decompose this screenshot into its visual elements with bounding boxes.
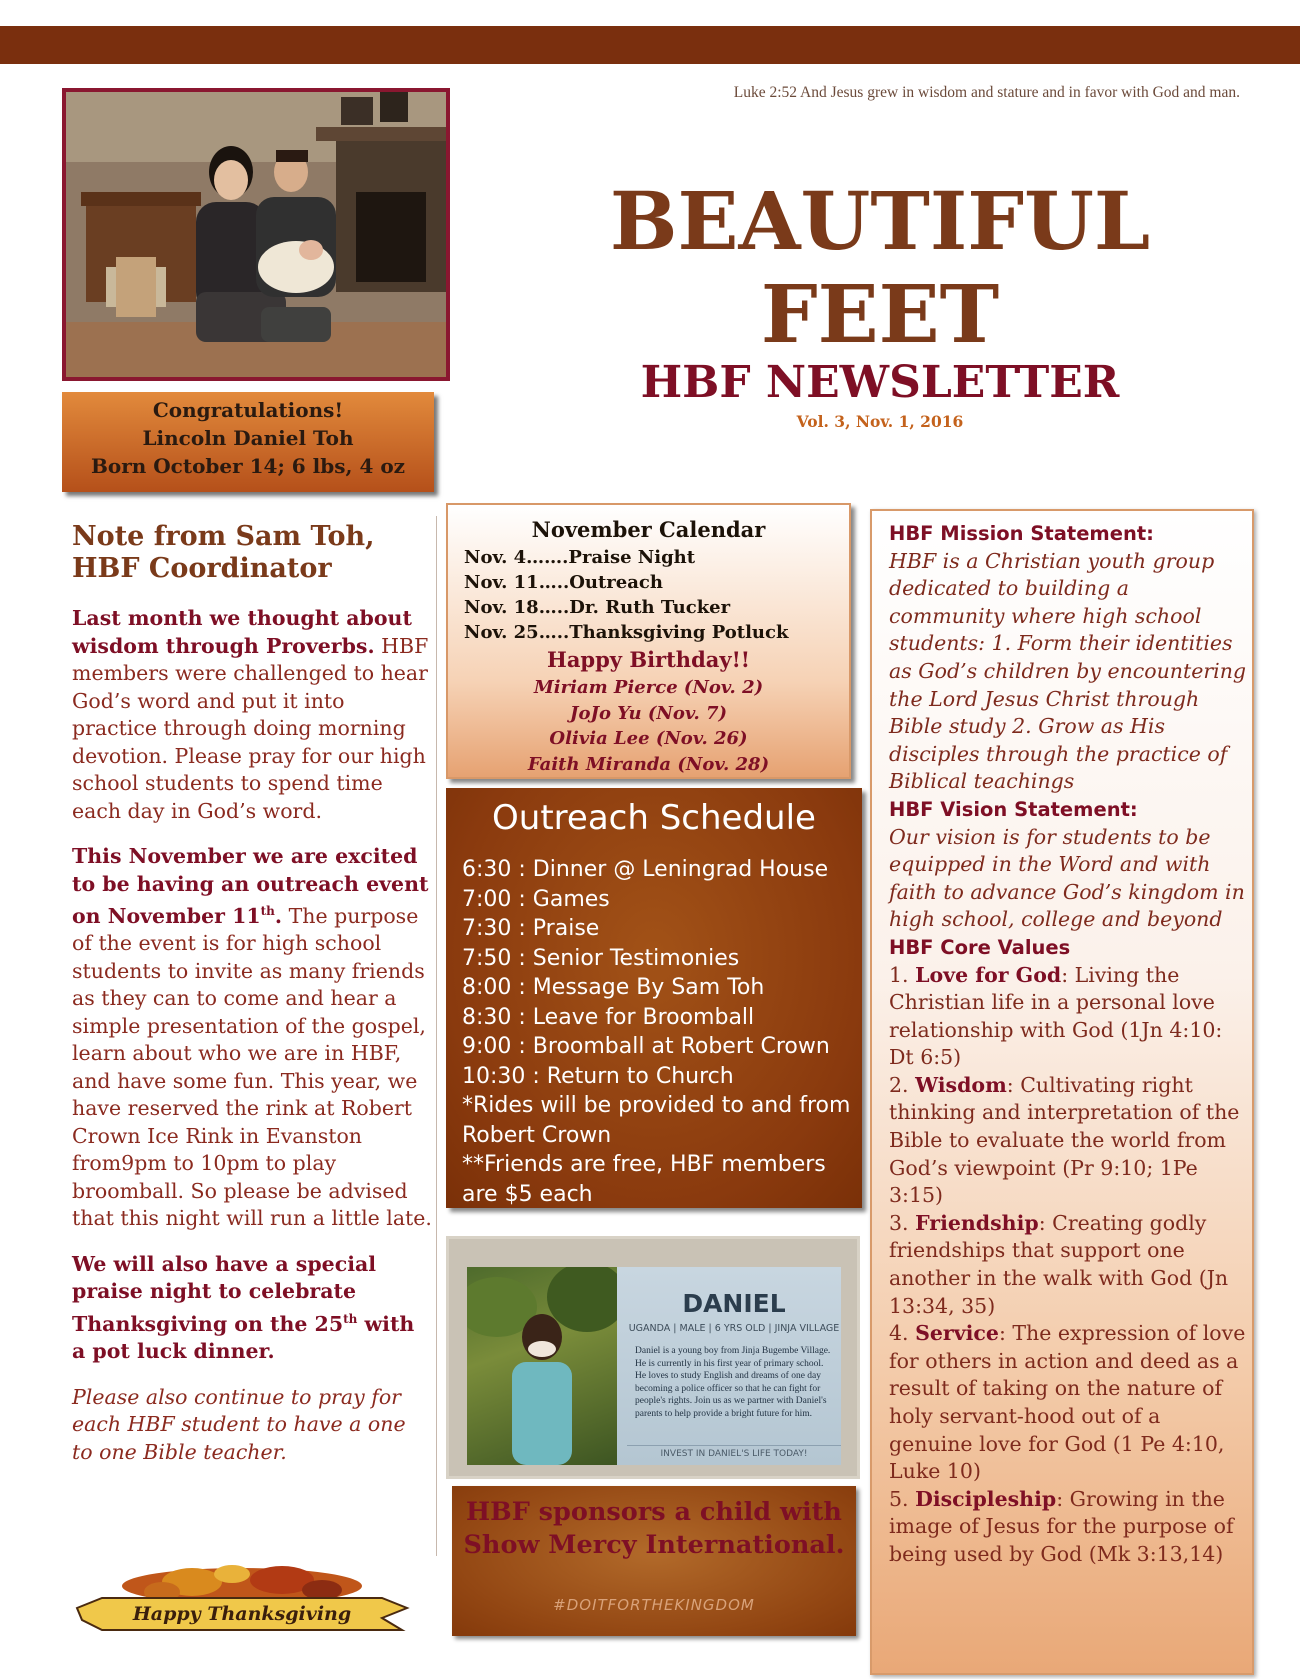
- masthead-title-line2: FEET: [760, 267, 1000, 361]
- core-value-text: : Cultivating right thinking and interpretation of the Bible to evaluate the world from God’s viewpoint (Pr 9:10; 1Pe 3:15): [889, 1072, 1240, 1208]
- birthday-item: JoJo Yu (Nov. 7): [569, 702, 728, 724]
- note-p3-bold-a: We will also have a special praise night to celebrate Thanksgiving on the 25: [72, 1251, 377, 1336]
- calendar-title: November Calendar: [531, 517, 766, 542]
- sponsor-text: HBF sponsors a child with Show Mercy International.: [463, 1497, 845, 1560]
- core-value-number: 4.: [889, 1321, 916, 1346]
- note-p2-bold-a: This November we are excited to be having an outreach event on November 11: [72, 844, 429, 928]
- core-value-text: : Growing in the image of Jesus for the purpose of being used by God (Mk 3:13,14): [889, 1486, 1234, 1566]
- masthead-title-line1: BEAUTIFUL: [609, 174, 1151, 268]
- congratulations-box: [62, 392, 434, 492]
- core-value-name: Discipleship: [915, 1486, 1057, 1511]
- core-value-text: : Creating godly friendships that support one another in the walk with God (Jn 13:34, 35): [889, 1210, 1229, 1318]
- core-value-text: : The expression of love for others in action and deed as a result of taking on the nature of holy servant-hood out of a genuine love for God (1 Pe 4:10, Luke 10): [889, 1321, 1246, 1484]
- birthday-title: Happy Birthday!!: [546, 647, 751, 672]
- birthday-list: [448, 675, 849, 777]
- outreach-list: [462, 855, 862, 1209]
- calendar-event: Nov. 11…..Outreach: [464, 572, 663, 593]
- family-photo-illustration: [66, 92, 446, 377]
- note-p2-bold-b: .: [274, 903, 283, 928]
- congrats-line1: Congratulations!: [152, 398, 344, 422]
- schedule-item: 7:00 : Games: [462, 886, 610, 912]
- core-value-number: 5.: [889, 1486, 916, 1511]
- calendar-events: [464, 545, 788, 645]
- child-photo: [467, 1267, 617, 1465]
- volume-date: Vol. 3, Nov. 1, 2016: [796, 412, 964, 431]
- scripture-verse: Luke 2:52 And Jesus grew in wisdom and stature and in favor with God and man.: [733, 84, 1240, 101]
- sponsor-hashtag: #DOITFORTHEKINGDOM: [553, 1596, 755, 1614]
- thanksgiving-banner: [72, 1564, 412, 1636]
- congrats-line3: Born October 14; 6 lbs, 4 oz: [90, 454, 406, 478]
- core-value-name: Love for God: [915, 962, 1062, 987]
- calendar-event: Nov. 18…..Dr. Ruth Tucker: [464, 597, 731, 618]
- column-divider: [436, 516, 437, 1556]
- note-heading: Note from Sam Toh, HBF Coordinator: [72, 521, 375, 584]
- outreach-title: Outreach Schedule: [492, 798, 816, 838]
- coordinator-note: [72, 521, 432, 1484]
- thanksgiving-banner-text: Happy Thanksgiving: [132, 1603, 352, 1625]
- november-calendar: [446, 503, 851, 779]
- schedule-item: 9:00 : Broomball at Robert Crown: [462, 1034, 830, 1059]
- schedule-item: 8:00 : Message By Sam Toh: [462, 975, 765, 1000]
- schedule-item: 7:50 : Senior Testimonies: [462, 945, 740, 971]
- core-value-number: 1.: [889, 962, 916, 987]
- note-p2-text: The purpose of the event is for high school students to invite as many friends as they can to come and hear a simple presentation of the gospel, learn about who we are in HBF, and have some fun. This year, we have reserved the rink at Robert Crown Ice Rink in Evanston from9pm to 10pm to play broomball. So please be advised that this night will run a little late.: [72, 903, 432, 1231]
- core-value-item: [889, 962, 1249, 1072]
- note-paragraph-1: [72, 605, 432, 825]
- core-value-number: 2.: [889, 1072, 916, 1097]
- note-p1-bold: Last month we thought about wisdom through Proverbs.: [72, 606, 412, 658]
- outreach-schedule: [446, 788, 862, 1208]
- child-name: DANIEL: [682, 1289, 786, 1318]
- mission-text: HBF is a Christian youth group dedicated to building a community where high school students: 1. Form their identities as God’s children by encountering the Lord Jesus Christ through Bible study 2. Grow as His disciples through the practice of Biblical teachings: [889, 548, 1247, 794]
- child-invest-line: INVEST IN DANIEL'S LIFE TODAY!: [627, 1445, 841, 1459]
- mission-content: [889, 520, 1249, 1569]
- core-value-item: [889, 1320, 1249, 1486]
- schedule-item: 6:30 : Dinner @ Leningrad House: [462, 857, 829, 882]
- note-paragraph-2: [72, 843, 432, 1233]
- core-value-name: Service: [915, 1321, 999, 1346]
- vision-heading: HBF Vision Statement:: [889, 797, 1138, 821]
- core-value-item: [889, 1486, 1249, 1569]
- congrats-line2: Lincoln Daniel Toh: [142, 426, 354, 450]
- note-paragraph-3: [72, 1251, 432, 1366]
- note-p3-bold-b: with a pot luck dinner.: [72, 1311, 415, 1364]
- schedule-item: 7:30 : Praise: [462, 916, 600, 941]
- core-value-name: Friendship: [915, 1210, 1039, 1235]
- note-p1-text: HBF members were challenged to hear God’s word and put it into practice through doing morning devotion. Please pray for our high school students to spend time each day in God’s word.: [72, 633, 429, 823]
- child-photo-illustration: [467, 1267, 617, 1465]
- core-value-item: [889, 1072, 1249, 1210]
- sponsored-child-card: [446, 1236, 860, 1479]
- calendar-event: Nov. 4…….Praise Night: [464, 547, 696, 568]
- core-values-heading: HBF Core Values: [889, 935, 1071, 959]
- schedule-note: *Rides will be provided to and from Robert Crown: [462, 1093, 851, 1148]
- family-photo: [62, 88, 450, 381]
- thanksgiving-leaves-icon: [72, 1564, 412, 1636]
- core-value-number: 3.: [889, 1210, 916, 1235]
- calendar-event: Nov. 25…..Thanksgiving Potluck: [464, 622, 789, 643]
- newsletter-subtitle: HBF NEWSLETTER: [640, 357, 1120, 408]
- birthday-item: Faith Miranda (Nov. 28): [527, 753, 770, 775]
- schedule-item: 10:30 : Return to Church: [462, 1063, 734, 1089]
- schedule-note: **Friends are free, HBF members are $5 each: [462, 1152, 826, 1207]
- schedule-item: 8:30 : Leave for Broomball: [462, 1004, 755, 1030]
- mission-statement-box: [870, 509, 1254, 1675]
- core-value-name: Wisdom: [915, 1072, 1007, 1097]
- sponsor-caption-box: [452, 1486, 856, 1636]
- mission-heading: HBF Mission Statement:: [889, 522, 1154, 545]
- vision-text: Our vision is for students to be equipped in the Word and with faith to advance God’s kingdom in high school, college and beyond: [889, 824, 1245, 932]
- core-value-item: [889, 1210, 1249, 1320]
- birthday-item: Miriam Pierce (Nov. 2): [533, 677, 764, 698]
- note-p3-bold: [72, 1252, 414, 1363]
- child-description: Daniel is a young boy from Jinja Bugembe Village. He is currently in his first year of primary school. He loves to study English and dreams of one day becoming a police officer so that he can fight for people's rights. Join us as we partner with Daniel's parents to help provide a bright future for him.: [635, 1346, 831, 1419]
- birthday-item: Olivia Lee (Nov. 26): [549, 728, 748, 749]
- core-value-text: : Living the Christian life in a personal love relationship with God (1Jn 4:10: Dt 6:5): [889, 962, 1223, 1070]
- note-p3-sup: th: [343, 1311, 358, 1326]
- top-banner-bar: [0, 26, 1300, 64]
- child-details: UGANDA | MALE | 6 YRS OLD | JINJA VILLAGE: [628, 1323, 840, 1334]
- note-p2-sup: th: [260, 904, 275, 918]
- note-paragraph-4: Please also continue to pray for each HBF student to have a one to one Bible teacher.: [72, 1384, 406, 1464]
